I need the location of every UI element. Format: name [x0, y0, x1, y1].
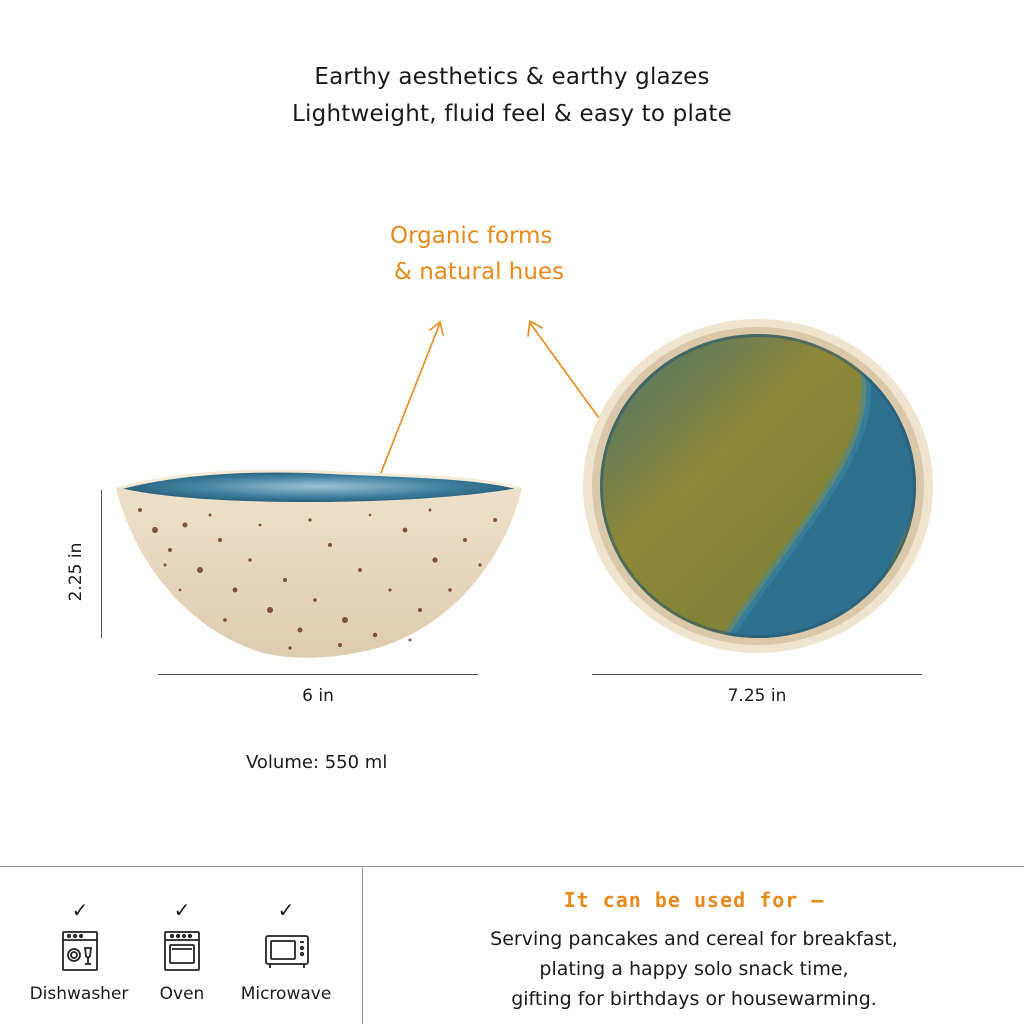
bottom-divider-horizontal [0, 866, 1024, 867]
volume-label: Volume: 550 ml [246, 752, 388, 773]
headline-line-2: Lightweight, fluid feel & easy to plate [292, 101, 732, 127]
plate-width-line [592, 674, 922, 675]
microwave-check: ✓ [277, 898, 295, 922]
dishwasher-icon [60, 930, 100, 972]
uses-line-2: plating a happy solo snack time, [539, 958, 849, 980]
dishwasher-check: ✓ [71, 898, 89, 922]
oven-check: ✓ [173, 898, 191, 922]
bowl-width-label: 6 in [302, 686, 334, 706]
bowl-height-label: 2.25 in [66, 542, 86, 602]
bowl-width-line [158, 674, 478, 675]
callout-line-1: Organic forms [390, 223, 553, 249]
bowl-image [110, 470, 530, 665]
plate-width-label: 7.25 in [727, 686, 787, 706]
bottom-divider-vertical [362, 867, 363, 1024]
uses-line-3: gifting for birthdays or housewarming. [511, 988, 877, 1010]
plate-image [578, 316, 938, 656]
microwave-label: Microwave [240, 984, 332, 1004]
callout-line-2: & natural hues [394, 259, 565, 285]
oven-icon [162, 930, 202, 972]
bowl-height-line [101, 490, 102, 638]
dishwasher-label: Dishwasher [29, 984, 129, 1004]
oven-label: Oven [159, 984, 205, 1004]
uses-line-1: Serving pancakes and cereal for breakfast, [490, 928, 898, 950]
microwave-icon [264, 934, 310, 970]
arrow-to-bowl [375, 323, 440, 488]
uses-title: It can be used for — [563, 888, 825, 912]
headline-line-1: Earthy aesthetics & earthy glazes [314, 64, 710, 90]
